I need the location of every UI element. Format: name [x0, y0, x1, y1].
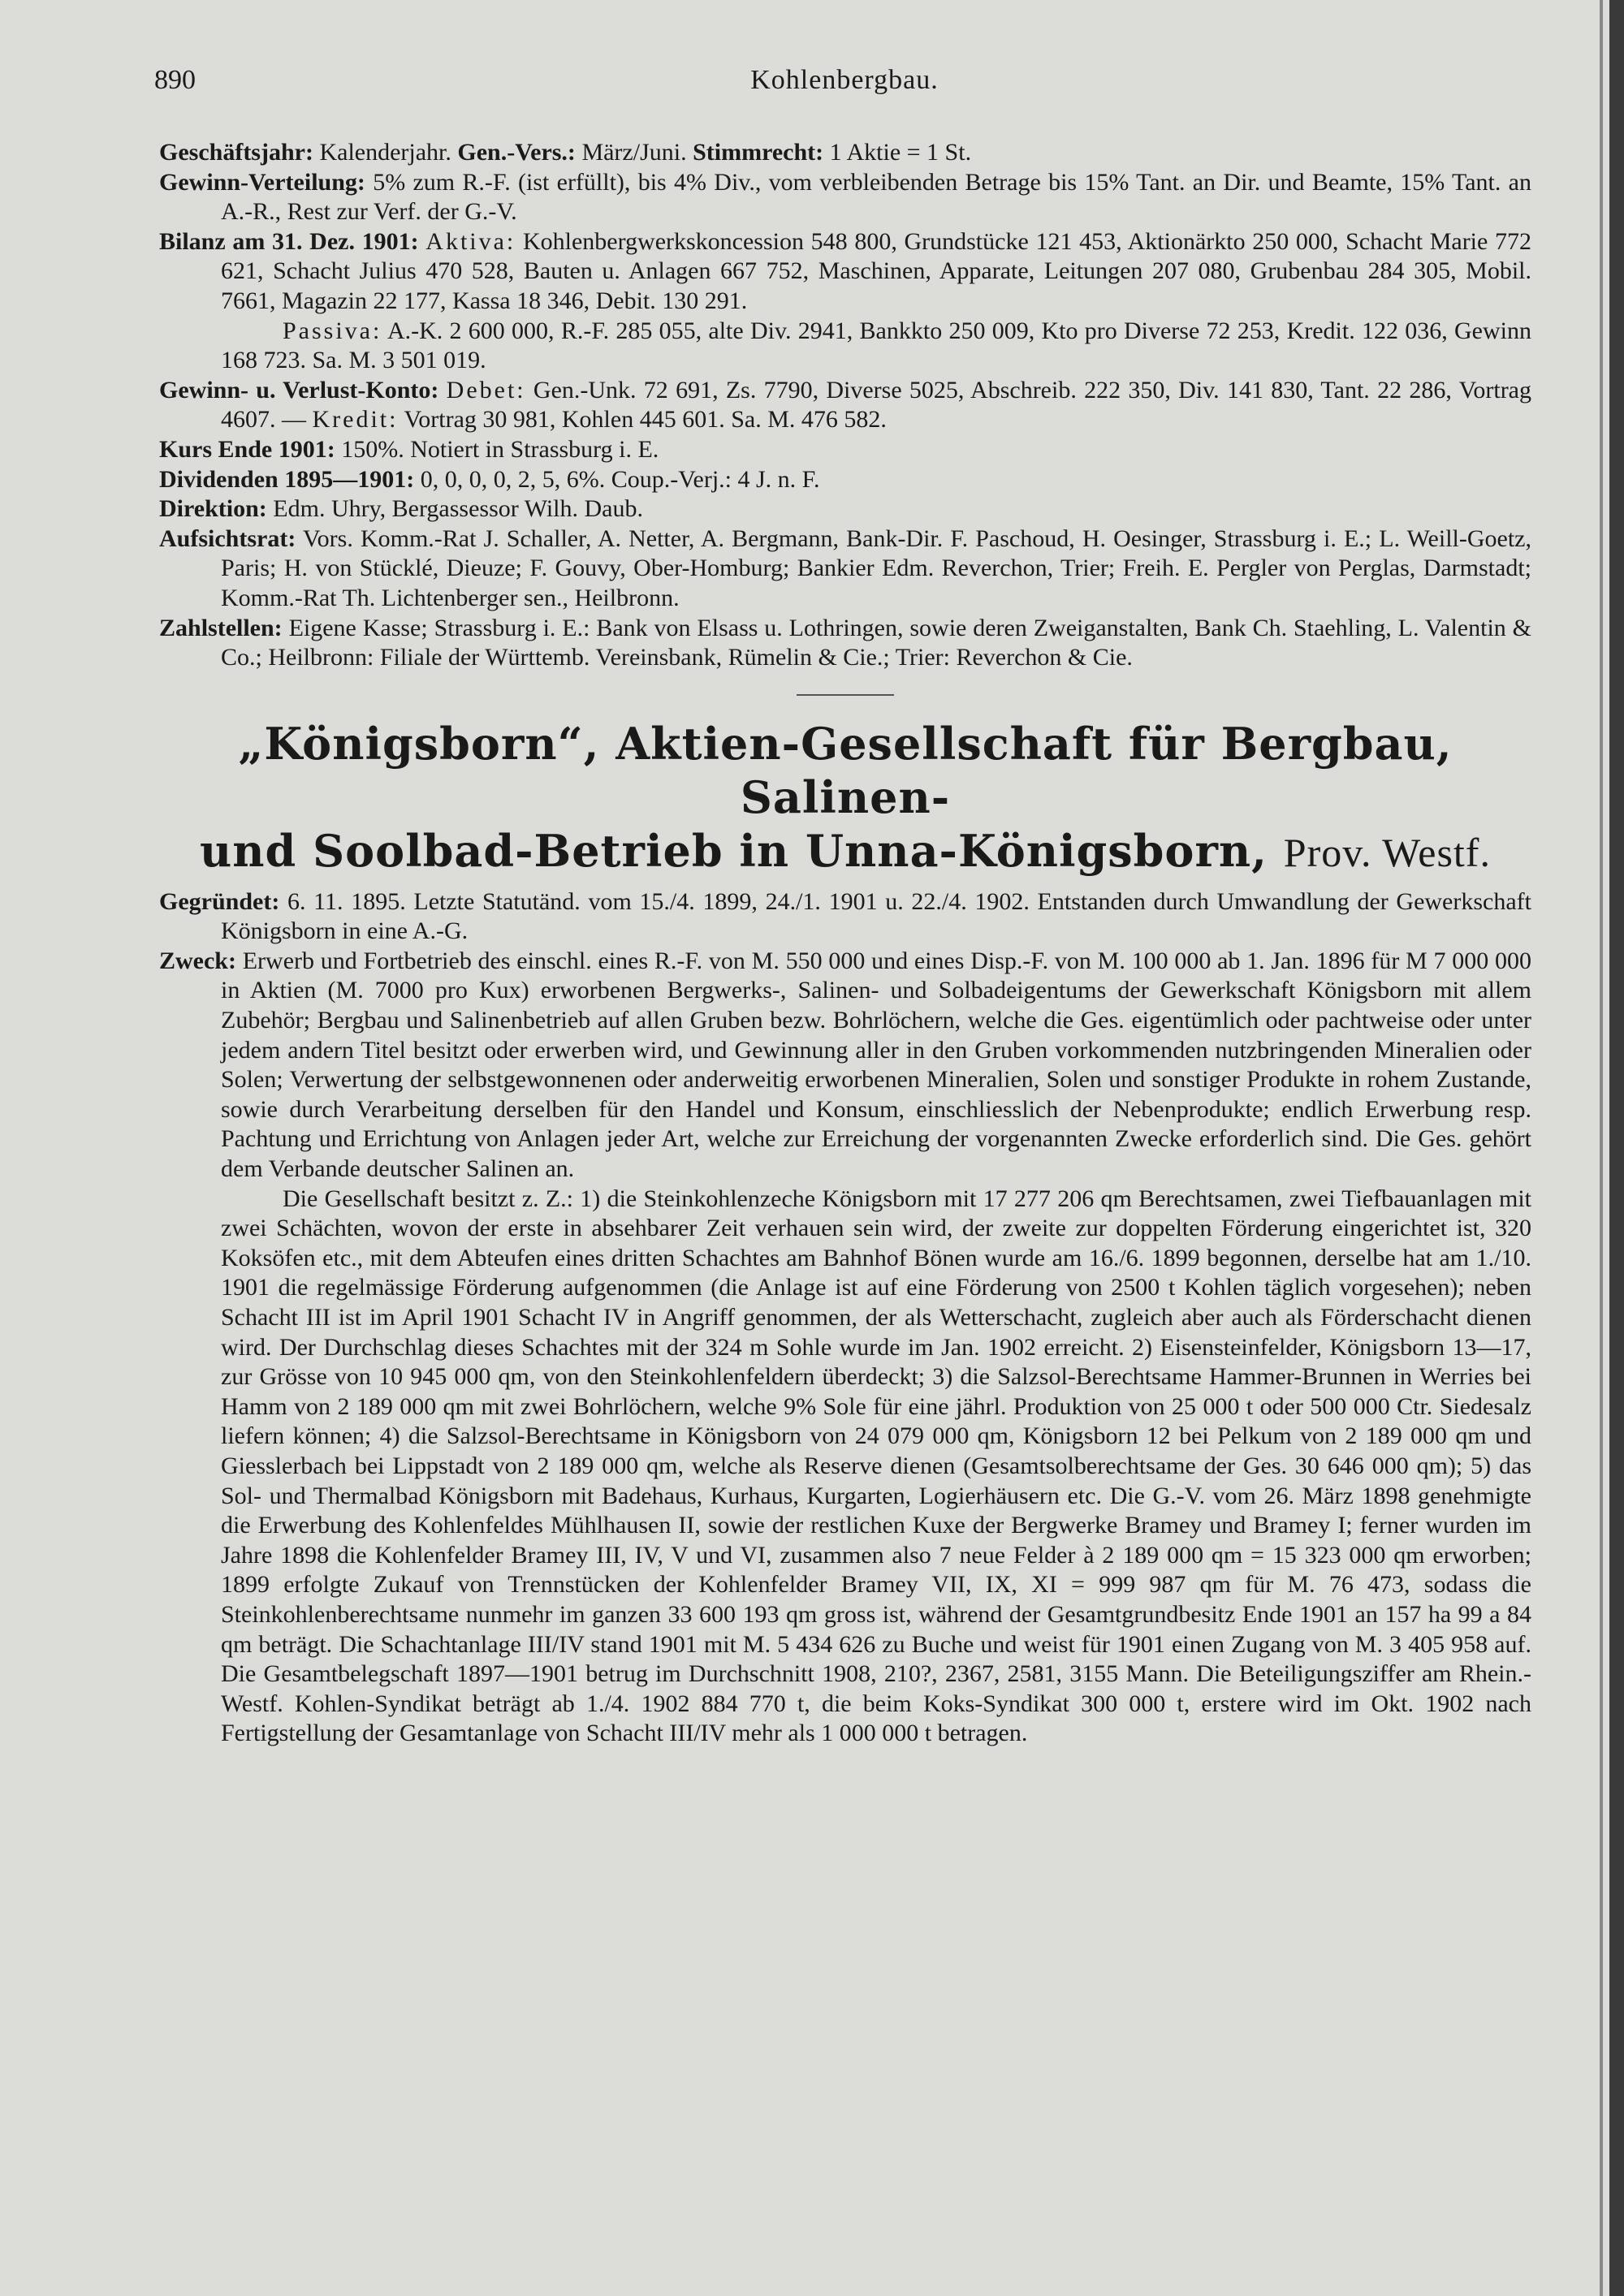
label-zweck: Zweck:: [159, 947, 236, 974]
text-gewinnverteilung: 5% zum R.-F. (ist erfüllt), bis 4% Div., vom verbleibenden Betrage bis 15% Tant. an Dir. und Beamte, 15% Tant. an A.-R., Rest zur Verf. der G.-V.: [221, 168, 1531, 226]
company-title-location: Prov. Westf.: [1283, 829, 1491, 875]
label-kurs: Kurs Ende 1901:: [159, 435, 335, 463]
text-gegruendet: 6. 11. 1895. Letzte Statutänd. vom 15./4. 1899, 24./1. 1901 u. 22./4. 1902. Entstanden durch Umwandlung der Gewerkschaft Königsborn in eine A.-G.: [221, 887, 1531, 945]
entry-bilanz: [159, 227, 1531, 317]
entry-aufsichtsrat: [159, 524, 1531, 614]
entry-passiva: [159, 317, 1531, 376]
label-bilanz: Bilanz am 31. Dez. 1901:: [159, 227, 419, 255]
label-aktiva: Aktiva:: [425, 227, 516, 255]
label-aufsichtsrat: Aufsichtsrat:: [159, 524, 296, 552]
label-dividenden: Dividenden 1895—1901:: [159, 465, 415, 493]
company-title-line-2: [159, 824, 1531, 879]
running-head: Kohlenbergbau.: [750, 65, 939, 95]
text-stimmrecht: 1 Aktie = 1 St.: [829, 139, 972, 166]
page-number: 890: [154, 65, 196, 95]
body-paragraph: Die Gesellschaft besitzt z. Z.: 1) die Steinkohlenzeche Königsborn mit 17 277 206 qm Berechtsamen, zwei Tiefbauanlagen mit zwei Schächten, wovon der erste in absehbarer Zeit verhauen sein wird, der zweite zur doppelten Förderung eingerichtet ist, 320 Koksöfen etc., mit dem Abteufen eines dritten Schachtes am Bahnhof Bönen wurde am 16./6. 1899 begonnen, derselbe hat am 1./10. 1901 die regelmässige Förderung aufgenommen (die Anlage ist auf eine Förderung von 2500 t Kohlen täglich vorgesehen); neben Schacht III ist im April 1901 Schacht IV in Angriff genommen, der als Wetterschacht, zugleich aber auch als Förderschacht dienen wird. Der Durchschlag dieses Schachtes mit der 324 m Sohle wurde im Jan. 1902 erreicht. 2) Eisensteinfelder, Königsborn 13—17, zur Grösse von 10 945 000 qm, von den Steinkohlenfeldern überdeckt; 3) die Salzsol-Berechtsame Hammer-Brunnen in Werries bei Hamm von 2 189 000 qm mit zwei Bohrlöchern, welche 9% Sole für eine jährl. Produktion von 25 000 t oder 500 000 Ctr. Siedesalz liefern können; 4) die Salzsol-Berechtsame in Königsborn von 24 079 000 qm, Königsborn 12 bei Pelkum von 2 189 000 qm und Giesslerbach bei Lippstadt von 2 189 000 qm, welche als Reserve dienen (Gesamtsolberechtsame der Ges. 30 646 000 qm); 5) das Sol- und Thermalbad Königsborn mit Badehaus, Kurhaus, Kurgarten, Logierhäusern etc. Die G.-V. vom 26. März 1898 genehmigte die Erwerbung des Kohlenfeldes Mühlhausen II, sowie der restlichen Kuxe der Bergwerke Bramey und Bramey I; ferner wurden im Jahre 1898 die Kohlenfelder Bramey III, IV, V und VI, zusammen also 7 neue Felder à 2 189 000 qm = 15 323 000 qm erworben; 1899 erfolgte Zukauf von Trennstücken der Kohlenfelder Bramey VII, IX, XI = 999 987 qm für M. 76 473, sodass die Steinkohlenberechtsame nunmehr im ganzen 33 600 193 qm gross ist, während der Gesamtgrundbesitz Ende 1901 an 157 ha 99 a 84 qm beträgt. Die Schachtanlage III/IV stand 1901 mit M. 5 434 626 zu Buche und weist für 1901 einen Zugang von M. 3 405 958 auf. Die Gesamtbelegschaft 1897—1901 betrug im Durchschnitt 1908, 210?, 2367, 2581, 3155 Mann. Die Beteiligungsziffer am Rhein.-Westf. Kohlen-Syndikat beträgt ab 1./4. 1902 884 770 t, die beim Koks-Syndikat 300 000 t, erstere wird im Okt. 1902 nach Fertigstellung der Gesamtanlage von Schacht III/IV mehr als 1 000 000 t betragen.: [221, 1185, 1531, 1747]
entry-geschaeftsjahr: [159, 138, 1531, 168]
text-direktion: Edm. Uhry, Bergassessor Wilh. Daub.: [273, 495, 643, 523]
label-genvers: Gen.-Vers.:: [457, 139, 576, 166]
text-aufsichtsrat: Vors. Komm.-Rat J. Schaller, A. Netter, A. Bergmann, Bank-Dir. F. Paschoud, H. Oesinger, Strassburg i. E.; L. Weill-Goetz, Paris; H. von Stücklé, Dieuze; F. Gouvy, Ober-Homburg; Bankier Edm. Reverchon, Trier; Freih. E. Pergler von Perglas, Darmstadt; Komm.-Rat Th. Lichtenberger sen., Heilbronn.: [221, 524, 1531, 611]
text-kredit: Vortrag 30 981, Kohlen 445 601. Sa. M. 476 582.: [404, 406, 887, 434]
label-direktion: Direktion:: [159, 495, 267, 523]
label-zahlstellen: Zahlstellen:: [159, 614, 283, 641]
label-gewinnverteilung: Gewinn-Verteilung:: [159, 168, 365, 196]
text-zweck: Erwerb und Fortbetrieb des einschl. eines R.-F. von M. 550 000 und eines Disp.-F. von M. 100 000 ab 1. Jan. 1896 für M 7 000 000 in Aktien (M. 7000 pro Kux) erworbenen Bergwerks-, Salinen- und Solbadeigentums der Gewerkschaft Königsborn mit allem Zubehör; Bergbau und Salinenbetrieb auf allen Gruben bezw. Bohrlöchern, welche die Ges. eigentümlich oder pachtweise oder unter jedem andern Titel besitzt oder erwerben wird, und Gewinnung aller in den Gruben vorkommenden nutzbringenden Mineralien oder Solen; Verwertung der selbstgewonnenen oder anderweitig erworbenen Mineralien, Solen und sonstiger Produkte in rohem Zustande, sowie durch Verarbeitung derselben für den Handel und Konsum, einschliesslich der Nebenprodukte; endlich Erwerbung resp. Pachtung und Errichtung von Anlagen jeder Art, welche zur Erreichung der vorgenannten Zwecke erforderlich sind. Die Ges. gehört dem Verbande deutscher Salinen an.: [221, 947, 1532, 1183]
page-edge-line: [1600, 0, 1603, 2296]
entry-gewinnverteilung: [159, 168, 1531, 227]
label-gegruendet: Gegründet:: [159, 887, 280, 915]
text-aktiva: Kohlenbergwerkskoncession 548 800, Grundstücke 121 453, Aktionärkto 250 000, Schacht Marie 772 621, Schacht Julius 470 528, Bauten u. Anlagen 667 752, Maschinen, Apparate, Leitungen 207 080, Grubenbau 284 305, Mobil. 7661, Magazin 22 177, Kassa 18 346, Debit. 130 291.: [221, 227, 1531, 314]
section-divider: [797, 694, 894, 696]
entry-kurs: [159, 435, 1531, 465]
label-stimmrecht: Stimmrecht:: [693, 139, 824, 166]
entry-direktion: [159, 494, 1531, 524]
text-kurs: 150%. Notiert in Strassburg i. E.: [341, 435, 659, 463]
entry-zweck: [159, 947, 1531, 1185]
entry-zahlstellen: [159, 614, 1531, 673]
entry-gegruendet: [159, 887, 1531, 947]
text-geschaeftsjahr: Kalenderjahr.: [319, 139, 451, 166]
label-debet: Debet:: [446, 376, 526, 404]
label-guv: Gewinn- u. Verlust-Konto:: [159, 376, 439, 404]
page-binding-edge: [1609, 0, 1624, 2296]
text-passiva: A.-K. 2 600 000, R.-F. 285 055, alte Div. 2941, Bankkto 250 009, Kto pro Diverse 72 253, Kredit. 122 036, Gewinn 168 723. Sa. M. 3 501 019.: [221, 317, 1531, 374]
company-title-name: und Soolbad-Betrieb in Unna-Königsborn,: [200, 824, 1268, 877]
text-genvers: März/Juni.: [581, 139, 687, 166]
label-passiva: Passiva:: [283, 317, 382, 344]
entry-dividenden: [159, 465, 1531, 495]
label-kredit: Kredit:: [312, 406, 399, 434]
entry-guv: [159, 376, 1531, 435]
text-debet: Gen.-Unk. 72 691, Zs. 7790, Diverse 5025, Abschreib. 222 350, Div. 141 830, Tant. 22 286, Vortrag 4607. —: [221, 376, 1531, 434]
label-geschaeftsjahr: Geschäftsjahr:: [159, 139, 313, 166]
page-content: [159, 138, 1531, 1749]
company-title-line-1: „Königsborn“, Aktien-Gesellschaft für Bergbau, Salinen-: [238, 717, 1453, 823]
page-header: [154, 65, 1535, 106]
text-dividenden: 0, 0, 0, 0, 2, 5, 6%. Coup.-Verj.: 4 J. n. F.: [420, 465, 820, 493]
text-zahlstellen: Eigene Kasse; Strassburg i. E.: Bank von Elsass u. Lothringen, sowie deren Zweiganstalten, Bank Ch. Staehling, L. Valentin & Co.; Heilbronn: Filiale der Württemb. Vereinsbank, Rümelin & Cie.; Trier: Reverchon & Cie.: [221, 614, 1531, 671]
